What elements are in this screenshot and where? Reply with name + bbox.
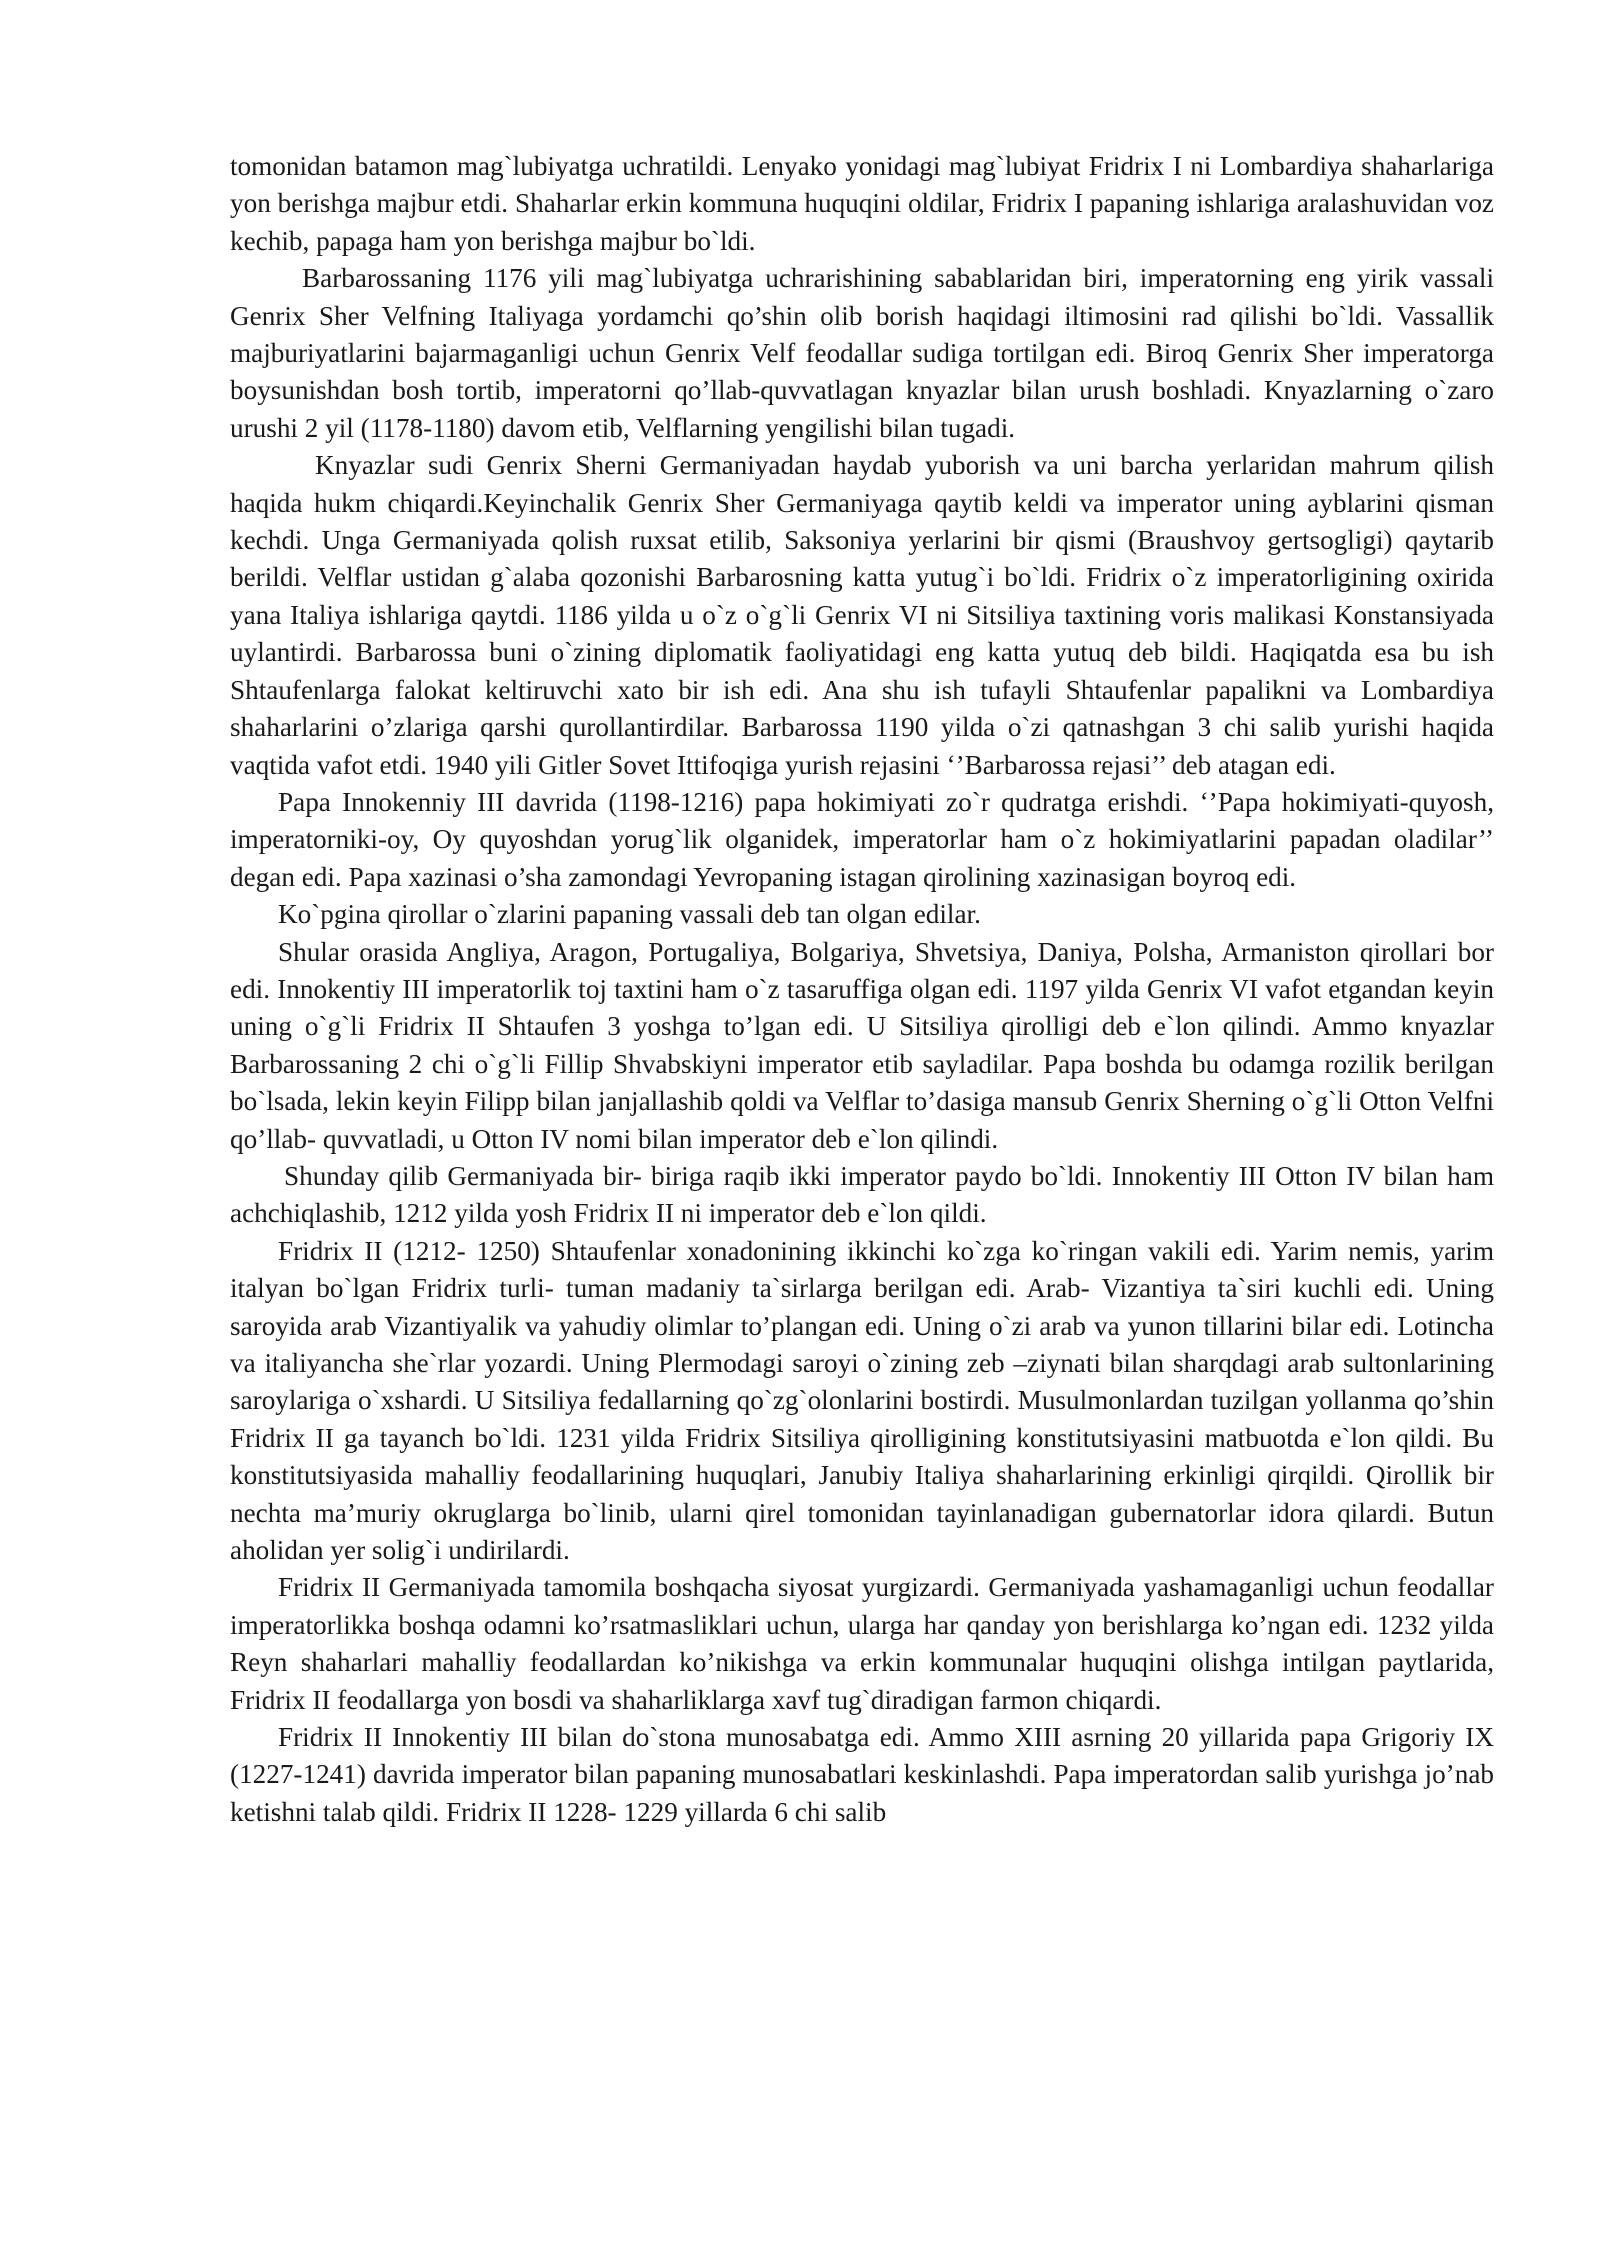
paragraph: Ko`pgina qirollar o`zlarini papaning vassali deb tan olgan edilar.: [278, 899, 981, 930]
paragraph: Shular orasida Angliya, Aragon, Portugaliya, Bolgariya, Shvetsiya, Daniya, Polsha, Armaniston qirollari bor edi. Innokentiy III imperatorlik toj taxtini ham o`z tasaruffiga olgan edi. 1197 yilda Genrix VI vafot etgandan keyin uning o`g`li Fridrix II Shtaufen 3 yoshga to’lgan edi. U Sitsiliya qirolligi deb e`lon qilindi. Ammo knyazlar Barbarossaning 2 chi o`g`li Fillip Shvabskiyni imperator etib sayladilar. Papa boshda bu odamga rozilik berilgan bo`lsada, lekin keyin Filipp bilan janjallashib qoldi va Velflar to’dasiga mansub Genrix Sherning o`g`li Otton Velfni qo’llab- quvvatladi, u Otton IV nomi bilan imperator deb e`lon qilindi.: [230, 936, 1494, 1154]
paragraph: Fridrix II Germaniyada tamomila boshqacha siyosat yurgizardi. Germaniyada yashamaganligi uchun feodallar imperatorlikka boshqa odamni ko’rsatmasliklari uchun, ularga har qanday yon berishlarga ko’ngan edi. 1232 yilda Reyn shaharlari mahalliy feodallardan ko’nikishga va erkin kommunalar huquqini olishga intilgan paytlarida, Fridrix II feodallarga yon bosdi va shaharliklarga xavf tug`diradigan farmon chiqardi.: [230, 1572, 1494, 1715]
paragraph: Shunday qilib Germaniyada bir- biriga raqib ikki imperator paydo bo`ldi. Innokentiy III Otton IV bilan ham achchiqlashib, 1212 yilda yosh Fridrix II ni imperator deb e`lon qildi.: [230, 1160, 1494, 1229]
document-page: [230, 148, 1494, 1831]
paragraph: Barbarossaning 1176 yili mag`lubiyatga uchrarishining sabablaridan biri, imperatorning eng yirik vassali Genrix Sher Velfning Italiyaga yordamchi qo’shin olib borish haqidagi iltimosini rad qilishi bo`ldi. Vassallik majburiyatlarini bajarmaganligi uchun Genrix Velf feodallar sudiga tortilgan edi. Biroq Genrix Sher imperatorga boysunishdan bosh tortib, imperatorni qo’llab-quvvatlagan knyazlar bilan urush boshladi. Knyazlarning o`zaro urushi 2 yil (1178-1180) davom etib, Velflarning yengilishi bilan tugadi.: [230, 263, 1494, 443]
paragraph: Fridrix II (1212- 1250) Shtaufenlar xonadonining ikkinchi ko`zga ko`ringan vakili edi. Yarim nemis, yarim italyan bo`lgan Fridrix turli- tuman madaniy ta`sirlarga berilgan edi. Arab- Vizantiya ta`siri kuchli edi. Uning saroyida arab Vizantiyalik va yahudiy olimlar to’plangan edi. Uning o`zi arab va yunon tillarini bilar edi. Lotincha va italiyancha she`rlar yozardi. Uning Plermodagi saroyi o`zining zeb –ziynati bilan sharqdagi arab sultonlarining saroylariga o`xshardi. U Sitsiliya fedallarning qo`zg`olonlarini bostirdi. Musulmonlardan tuzilgan yollanma qo’shin Fridrix II ga tayanch bo`ldi. 1231 yilda Fridrix Sitsiliya qirolligining konstitutsiyasini matbuotda e`lon qildi. Bu konstitutsiyasida mahalliy feodallarining huquqlari, Janubiy Italiya shaharlarining erkinligi qirqildi. Qirollik bir nechta ma’muriy okruglarga bo`linib, ularni qirel tomonidan tayinlanadigan gubernatorlar idora qilardi. Butun aholidan yer solig`i undirilardi.: [230, 1235, 1494, 1566]
paragraph: tomonidan batamon mag`lubiyatga uchratildi. Lenyako yonidagi mag`lubiyat Fridrix I ni Lombardiya shaharlariga yon berishga majbur etdi. Shaharlar erkin kommuna huquqini oldilar, Fridrix I papaning ishlariga aralashuvidan voz kechib, papaga ham yon berishga majbur bo`ldi.: [230, 151, 1494, 256]
paragraph: Papa Innokenniy III davrida (1198-1216) papa hokimiyati zo`r qudratga erishdi. ‘’Papa hokimiyati-quyosh, imperatorniki-oy, Oy quyoshdan yorug`lik olganidek, imperatorlar ham o`z hokimiyatlarini papadan oladilar’’ degan edi. Papa xazinasi o’sha zamondagi Yevropaning istagan qirolining xazinasigan boyroq edi.: [230, 786, 1494, 892]
paragraph: Fridrix II Innokentiy III bilan do`stona munosabatga edi. Ammo XIII asrning 20 yillarida papa Grigoriy IX (1227-1241) davrida imperator bilan papaning munosabatlari keskinlashdi. Papa imperatordan salib yurishga jo’nab ketishni talab qildi. Fridrix II 1228- 1229 yillarda 6 chi salib: [230, 1722, 1494, 1827]
paragraph: Knyazlar sudi Genrix Sherni Germaniyadan haydab yuborish va uni barcha yerlaridan mahrum qilish haqida hukm chiqardi.Keyinchalik Genrix Sher Germaniyaga qaytib keldi va imperator uning ayblarini qisman kechdi. Unga Germaniyada qolish ruxsat etilib, Saksoniya yerlarini bir qismi (Braushvoy gertsogligi) qaytarib berildi. Velflar ustidan g`alaba qozonishi Barbarosning katta yutug`i bo`ldi. Fridrix o`z imperatorligining oxirida yana Italiya ishlariga qaytdi. 1186 yilda u o`z o`g`li Genrix VI ni Sitsiliya taxtining voris malikasi Konstansiyada uylantirdi. Barbarossa buni o`zining diplomatik faoliyatidagi eng katta yutuq deb bildi. Haqiqatda esa bu ish Shtaufenlarga falokat keltiruvchi xato bir ish edi. Ana shu ish tufayli Shtaufenlar papalikni va Lombardiya shaharlarini o’zlariga qarshi qurollantirdilar. Barbarossa 1190 yilda o`zi qatnashgan 3 chi salib yurishi haqida vaqtida vafot etdi. 1940 yili Gitler Sovet Ittifoqiga yurish rejasini ‘’Barbarossa rejasi’’ deb atagan edi.: [230, 450, 1494, 780]
